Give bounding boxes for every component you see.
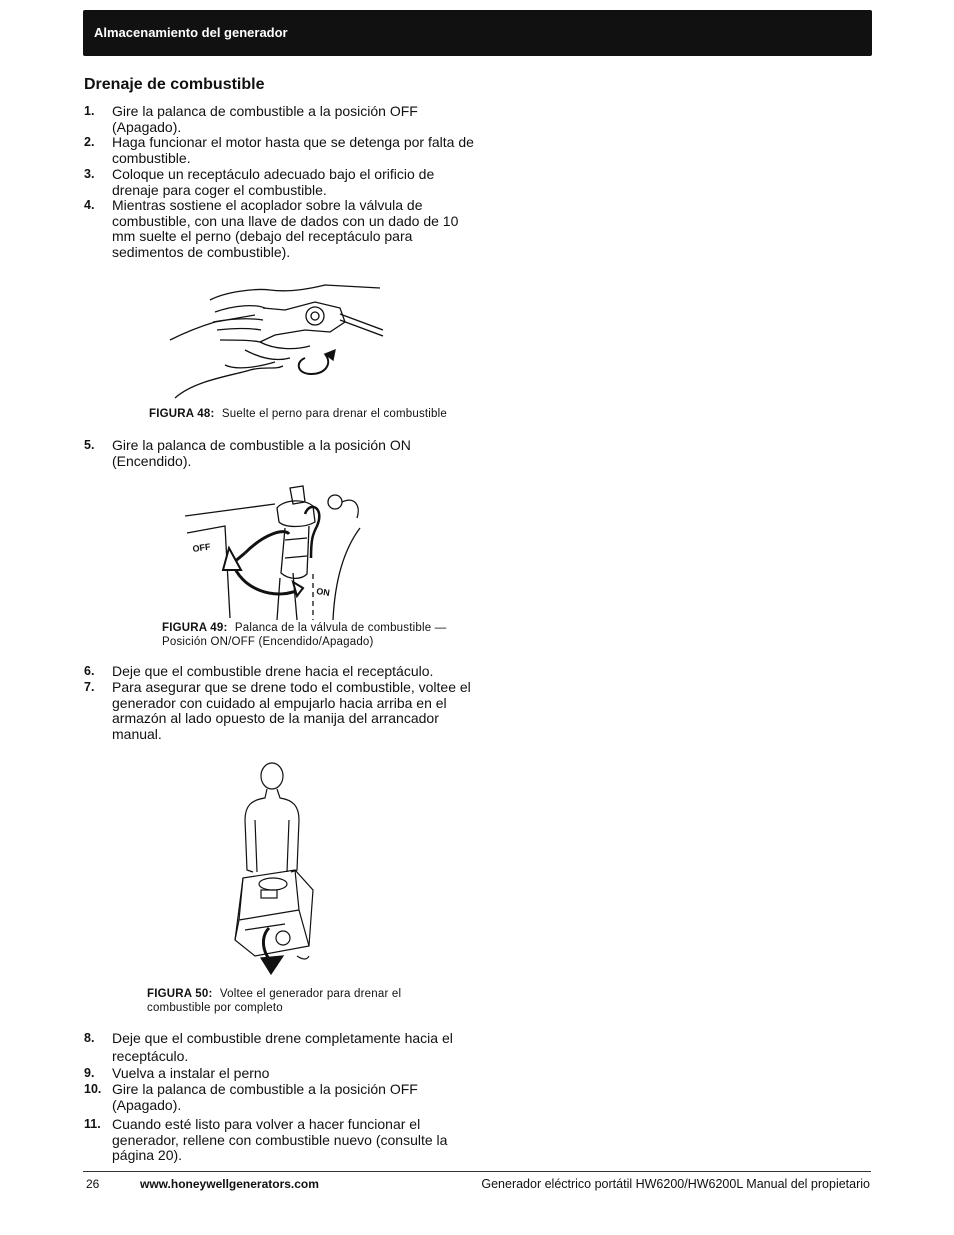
- step-text: Cuando esté listo para volver a hacer funcionar el generador, rellene con combustible nuevo (consulte la página 20).: [112, 1116, 448, 1164]
- page-number: 26: [86, 1177, 100, 1191]
- figure-50-illustration: [225, 760, 320, 982]
- step-text: Mientras sostiene el acoplador sobre la válvula de combustible, con una llave de dados con un dado de 10 mm suelte el perno (debajo del receptáculo para sedimentos de combustible).: [112, 197, 459, 260]
- header-bar: [83, 10, 872, 56]
- figure-49-caption: [162, 622, 462, 649]
- section-title: Drenaje de combustible: [84, 76, 265, 93]
- figure-caption-text: Suelte el perno para drenar el combustible: [221, 408, 448, 420]
- step-1: [84, 104, 474, 135]
- figure-caption-text: Palanca de la válvula de combustible — Posición ON/OFF (Encendido/Apagado): [162, 622, 447, 648]
- step-number: 5.: [84, 438, 95, 452]
- step-8: [84, 1029, 474, 1065]
- figure-48-caption: [149, 408, 447, 422]
- figure-49-illustration: [185, 478, 365, 620]
- step-number: 9.: [84, 1066, 95, 1080]
- step-number: 11.: [84, 1117, 101, 1131]
- figure-label: FIGURA 48:: [149, 408, 215, 420]
- figure-48-illustration: [165, 270, 390, 405]
- step-text: Gire la palanca de combustible a la posición ON (Encendido).: [112, 437, 411, 469]
- step-number: 8.: [84, 1031, 95, 1045]
- step-number: 1.: [84, 104, 95, 118]
- step-text: Haga funcionar el motor hasta que se detenga por falta de combustible.: [112, 134, 474, 166]
- step-9: [84, 1066, 474, 1082]
- footer-document-title: Generador eléctrico portátil HW6200/HW6200L Manual del propietario: [481, 1177, 870, 1191]
- step-number: 4.: [84, 198, 95, 212]
- step-number: 10.: [84, 1082, 102, 1096]
- step-6: [84, 664, 474, 680]
- step-text: Gire la palanca de combustible a la posición OFF (Apagado).: [112, 1081, 418, 1113]
- step-number: 3.: [84, 167, 95, 181]
- step-text: Deje que el combustible drene hacia el receptáculo.: [112, 663, 434, 679]
- figure-caption-text: Voltee el generador para drenar el combustible por completo: [147, 988, 402, 1014]
- step-11: [84, 1117, 474, 1164]
- step-4: [84, 198, 474, 260]
- figure-50-caption: [147, 988, 447, 1015]
- off-label: OFF: [191, 541, 212, 554]
- step-number: 2.: [84, 135, 95, 149]
- footer-website-link[interactable]: www.honeywellgenerators.com: [140, 1177, 319, 1191]
- step-text: Coloque un receptáculo adecuado bajo el orificio de drenaje para coger el combustible.: [112, 166, 435, 198]
- on-label: ON: [315, 586, 331, 598]
- figure-label: FIGURA 50:: [147, 988, 213, 1000]
- step-text: Vuelva a instalar el perno: [112, 1065, 270, 1081]
- step-number: 7.: [84, 680, 95, 694]
- step-2: [84, 135, 474, 166]
- footer-divider: [83, 1171, 871, 1172]
- step-3: [84, 167, 474, 198]
- step-text: Para asegurar que se drene todo el combustible, voltee el generador con cuidado al empujarlo hacia arriba en el armazón al lado opuesto de la manija del arrancador manual.: [112, 679, 471, 742]
- step-7: [84, 680, 474, 742]
- step-5: [84, 438, 474, 469]
- step-text: Gire la palanca de combustible a la posición OFF (Apagado).: [112, 103, 418, 135]
- step-number: 6.: [84, 664, 95, 678]
- step-text: Deje que el combustible drene completamente hacia el receptáculo.: [112, 1030, 453, 1064]
- figure-label: FIGURA 49:: [162, 622, 228, 634]
- step-10: [84, 1082, 474, 1113]
- header-title: Almacenamiento del generador: [94, 25, 288, 40]
